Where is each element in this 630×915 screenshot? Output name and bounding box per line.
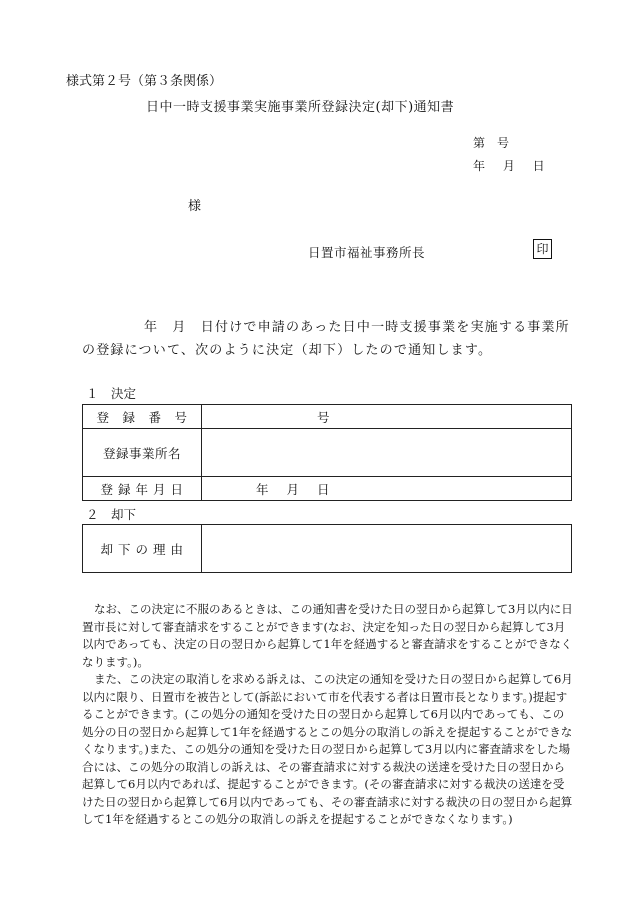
document-date-label: 年 月 日 — [473, 159, 545, 173]
office-name-value — [202, 429, 572, 477]
registration-date-value: 年 月 日 — [202, 477, 572, 501]
section-rejection-heading: ２ 却下 — [86, 507, 137, 522]
appeal-notes — [82, 601, 574, 829]
issuer-name: 日置市福祉事務所長 — [308, 245, 426, 260]
table-row — [83, 525, 572, 573]
notice-paragraph: 年 月 日付けで申請のあった日中一時支援事業を実施する事業所の登録について、次のように決定（却下）したので通知します。 — [82, 320, 570, 358]
rejection-reason-label: 却 下 の 理 由 — [83, 525, 202, 573]
document-number-label: 第 号 — [473, 136, 510, 150]
decision-table — [82, 404, 572, 501]
table-row — [83, 405, 572, 429]
office-name-label: 登録事業所名 — [83, 429, 202, 477]
rejection-table — [82, 524, 572, 573]
registration-number-value: 号 — [202, 405, 572, 429]
table-row — [83, 477, 572, 501]
rejection-reason-value — [202, 525, 572, 573]
table-row — [83, 429, 572, 477]
registration-date-label: 登 録 年 月 日 — [83, 477, 202, 501]
recipient-honorific: 様 — [188, 199, 202, 214]
appeal-note-2: また、この決定の取消しを求める訴えは、この決定の通知を受けた日の翌日から起算して6月以内に限り、日置市を被告として(訴訟において市を代表する者は日置市長となります。)提起することができます。(この処分の通知を受けた日の翌日から起算して6月以内であっても、この処分の日の翌日から起算して1年を経過するとこの処分の取消しの訴えを提起することができなくなります。)また、この処分の通知を受けた日の翌日から起算して3月以内に審査請求をした場合には、この処分の取消しの訴えは、その審査請求に対する裁決の送達を受けた日の翌日から起算して6月以内であれば、提起することができます。(その審査請求に対する裁決の送達を受けた日の翌日から起算して6月以内であっても、その審査請求に対する裁決の日の翌日から起算して1年を経過するとこの処分の取消しの訴えを提起することができなくなります。) — [82, 672, 573, 826]
seal-mark: 印 — [533, 239, 552, 259]
appeal-note-1: なお、この決定に不服のあるときは、この通知書を受けた日の翌日から起算して3月以内に日置市長に対して審査請求をすることができます(なお、決定を知った日の翌日から起算して3月以内であっても、決定の日の翌日から起算して1年を経過すると審査請求をすることができなくなります。)。 — [82, 602, 573, 669]
document-title: 日中一時支援事業実施事業所登録決定(却下)通知書 — [146, 100, 455, 115]
registration-number-label: 登 録 番 号 — [83, 405, 202, 429]
section-decision-heading: １ 決定 — [86, 386, 137, 401]
form-label: 様式第２号（第３条関係） — [66, 74, 223, 89]
